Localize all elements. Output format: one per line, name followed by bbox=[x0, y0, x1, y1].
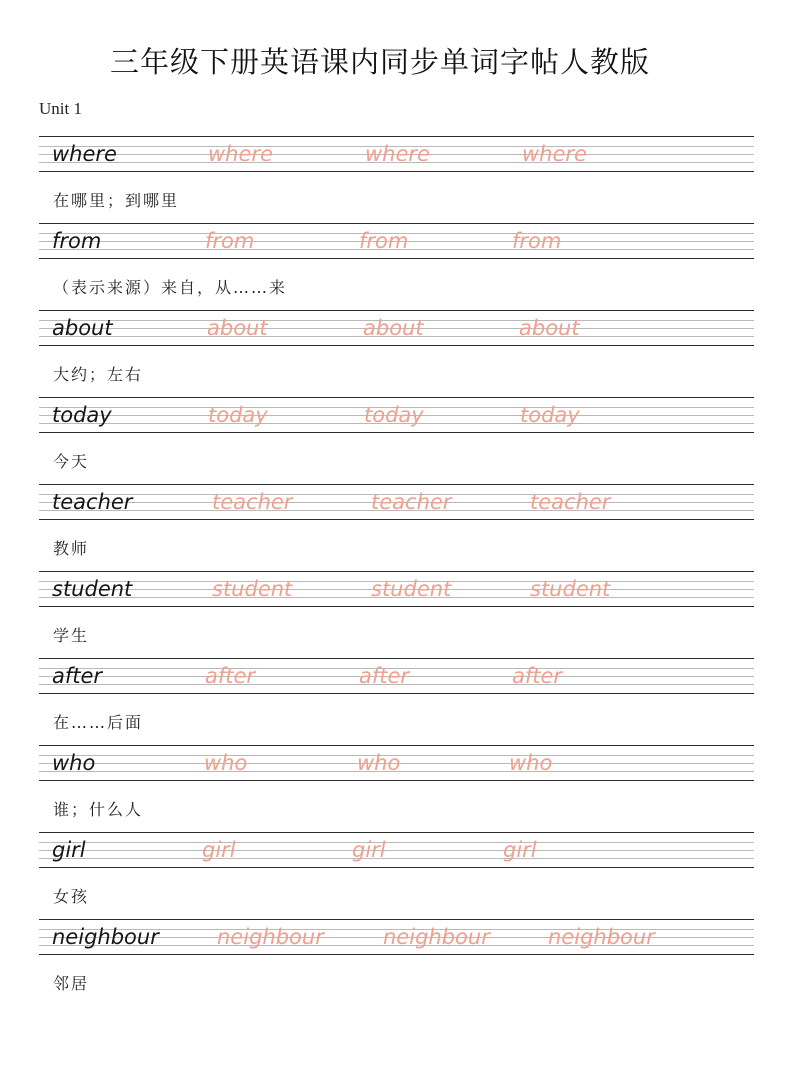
word-trace: today bbox=[520, 403, 580, 427]
word-sample: student bbox=[52, 577, 133, 601]
word-trace: girl bbox=[352, 838, 386, 862]
word-trace: student bbox=[212, 577, 293, 601]
word-entry bbox=[0, 571, 793, 658]
word-trace: today bbox=[364, 403, 424, 427]
word-entry bbox=[0, 745, 793, 832]
word-meaning: 在……后面 bbox=[53, 713, 144, 732]
word-list bbox=[0, 136, 793, 1006]
word-entry bbox=[0, 136, 793, 223]
page-title: 三年级下册英语课内同步单词字帖人教版 bbox=[109, 45, 650, 79]
word-trace: after bbox=[512, 664, 563, 688]
word-entry bbox=[0, 658, 793, 745]
word-trace: from bbox=[359, 229, 409, 253]
word-trace: about bbox=[207, 316, 268, 340]
word-meaning: 在哪里；到哪里 bbox=[53, 191, 180, 210]
word-trace: neighbour bbox=[217, 925, 324, 949]
word-sample: about bbox=[52, 316, 113, 340]
word-trace: from bbox=[512, 229, 562, 253]
word-trace: who bbox=[357, 751, 401, 775]
word-entry bbox=[0, 223, 793, 310]
word-trace: after bbox=[205, 664, 256, 688]
word-sample: from bbox=[52, 229, 102, 253]
word-trace: today bbox=[208, 403, 268, 427]
word-trace: where bbox=[208, 142, 273, 166]
word-meaning: 女孩 bbox=[53, 887, 90, 906]
writing-lines bbox=[39, 832, 754, 868]
word-entry bbox=[0, 919, 793, 1006]
word-sample: today bbox=[52, 403, 112, 427]
word-sample: after bbox=[52, 664, 103, 688]
word-trace: after bbox=[359, 664, 410, 688]
word-sample: teacher bbox=[52, 490, 133, 514]
word-entry bbox=[0, 310, 793, 397]
word-trace: teacher bbox=[371, 490, 452, 514]
word-entry bbox=[0, 397, 793, 484]
word-meaning: （表示来源）来自，从……来 bbox=[53, 278, 288, 297]
word-trace: girl bbox=[503, 838, 537, 862]
word-trace: student bbox=[371, 577, 452, 601]
word-entry bbox=[0, 832, 793, 919]
word-meaning: 今天 bbox=[53, 452, 90, 471]
word-trace: student bbox=[530, 577, 611, 601]
word-trace: from bbox=[205, 229, 255, 253]
guide-line bbox=[39, 858, 754, 859]
word-trace: who bbox=[509, 751, 553, 775]
word-trace: girl bbox=[202, 838, 236, 862]
word-sample: who bbox=[52, 751, 96, 775]
word-meaning: 邻居 bbox=[53, 974, 90, 993]
word-sample: where bbox=[52, 142, 117, 166]
word-trace: teacher bbox=[212, 490, 293, 514]
word-meaning: 谁；什么人 bbox=[53, 800, 144, 819]
word-trace: about bbox=[519, 316, 580, 340]
guide-line bbox=[39, 842, 754, 843]
word-trace: neighbour bbox=[383, 925, 490, 949]
unit-heading: Unit 1 bbox=[39, 99, 82, 118]
word-trace: about bbox=[363, 316, 424, 340]
word-entry bbox=[0, 484, 793, 571]
word-meaning: 学生 bbox=[53, 626, 90, 645]
word-trace: where bbox=[522, 142, 587, 166]
word-meaning: 大约；左右 bbox=[53, 365, 144, 384]
word-meaning: 教师 bbox=[53, 539, 90, 558]
word-trace: where bbox=[365, 142, 430, 166]
word-sample: neighbour bbox=[52, 925, 159, 949]
word-trace: teacher bbox=[530, 490, 611, 514]
word-sample: girl bbox=[52, 838, 86, 862]
word-trace: neighbour bbox=[548, 925, 655, 949]
word-trace: who bbox=[204, 751, 248, 775]
guide-line bbox=[39, 850, 754, 851]
